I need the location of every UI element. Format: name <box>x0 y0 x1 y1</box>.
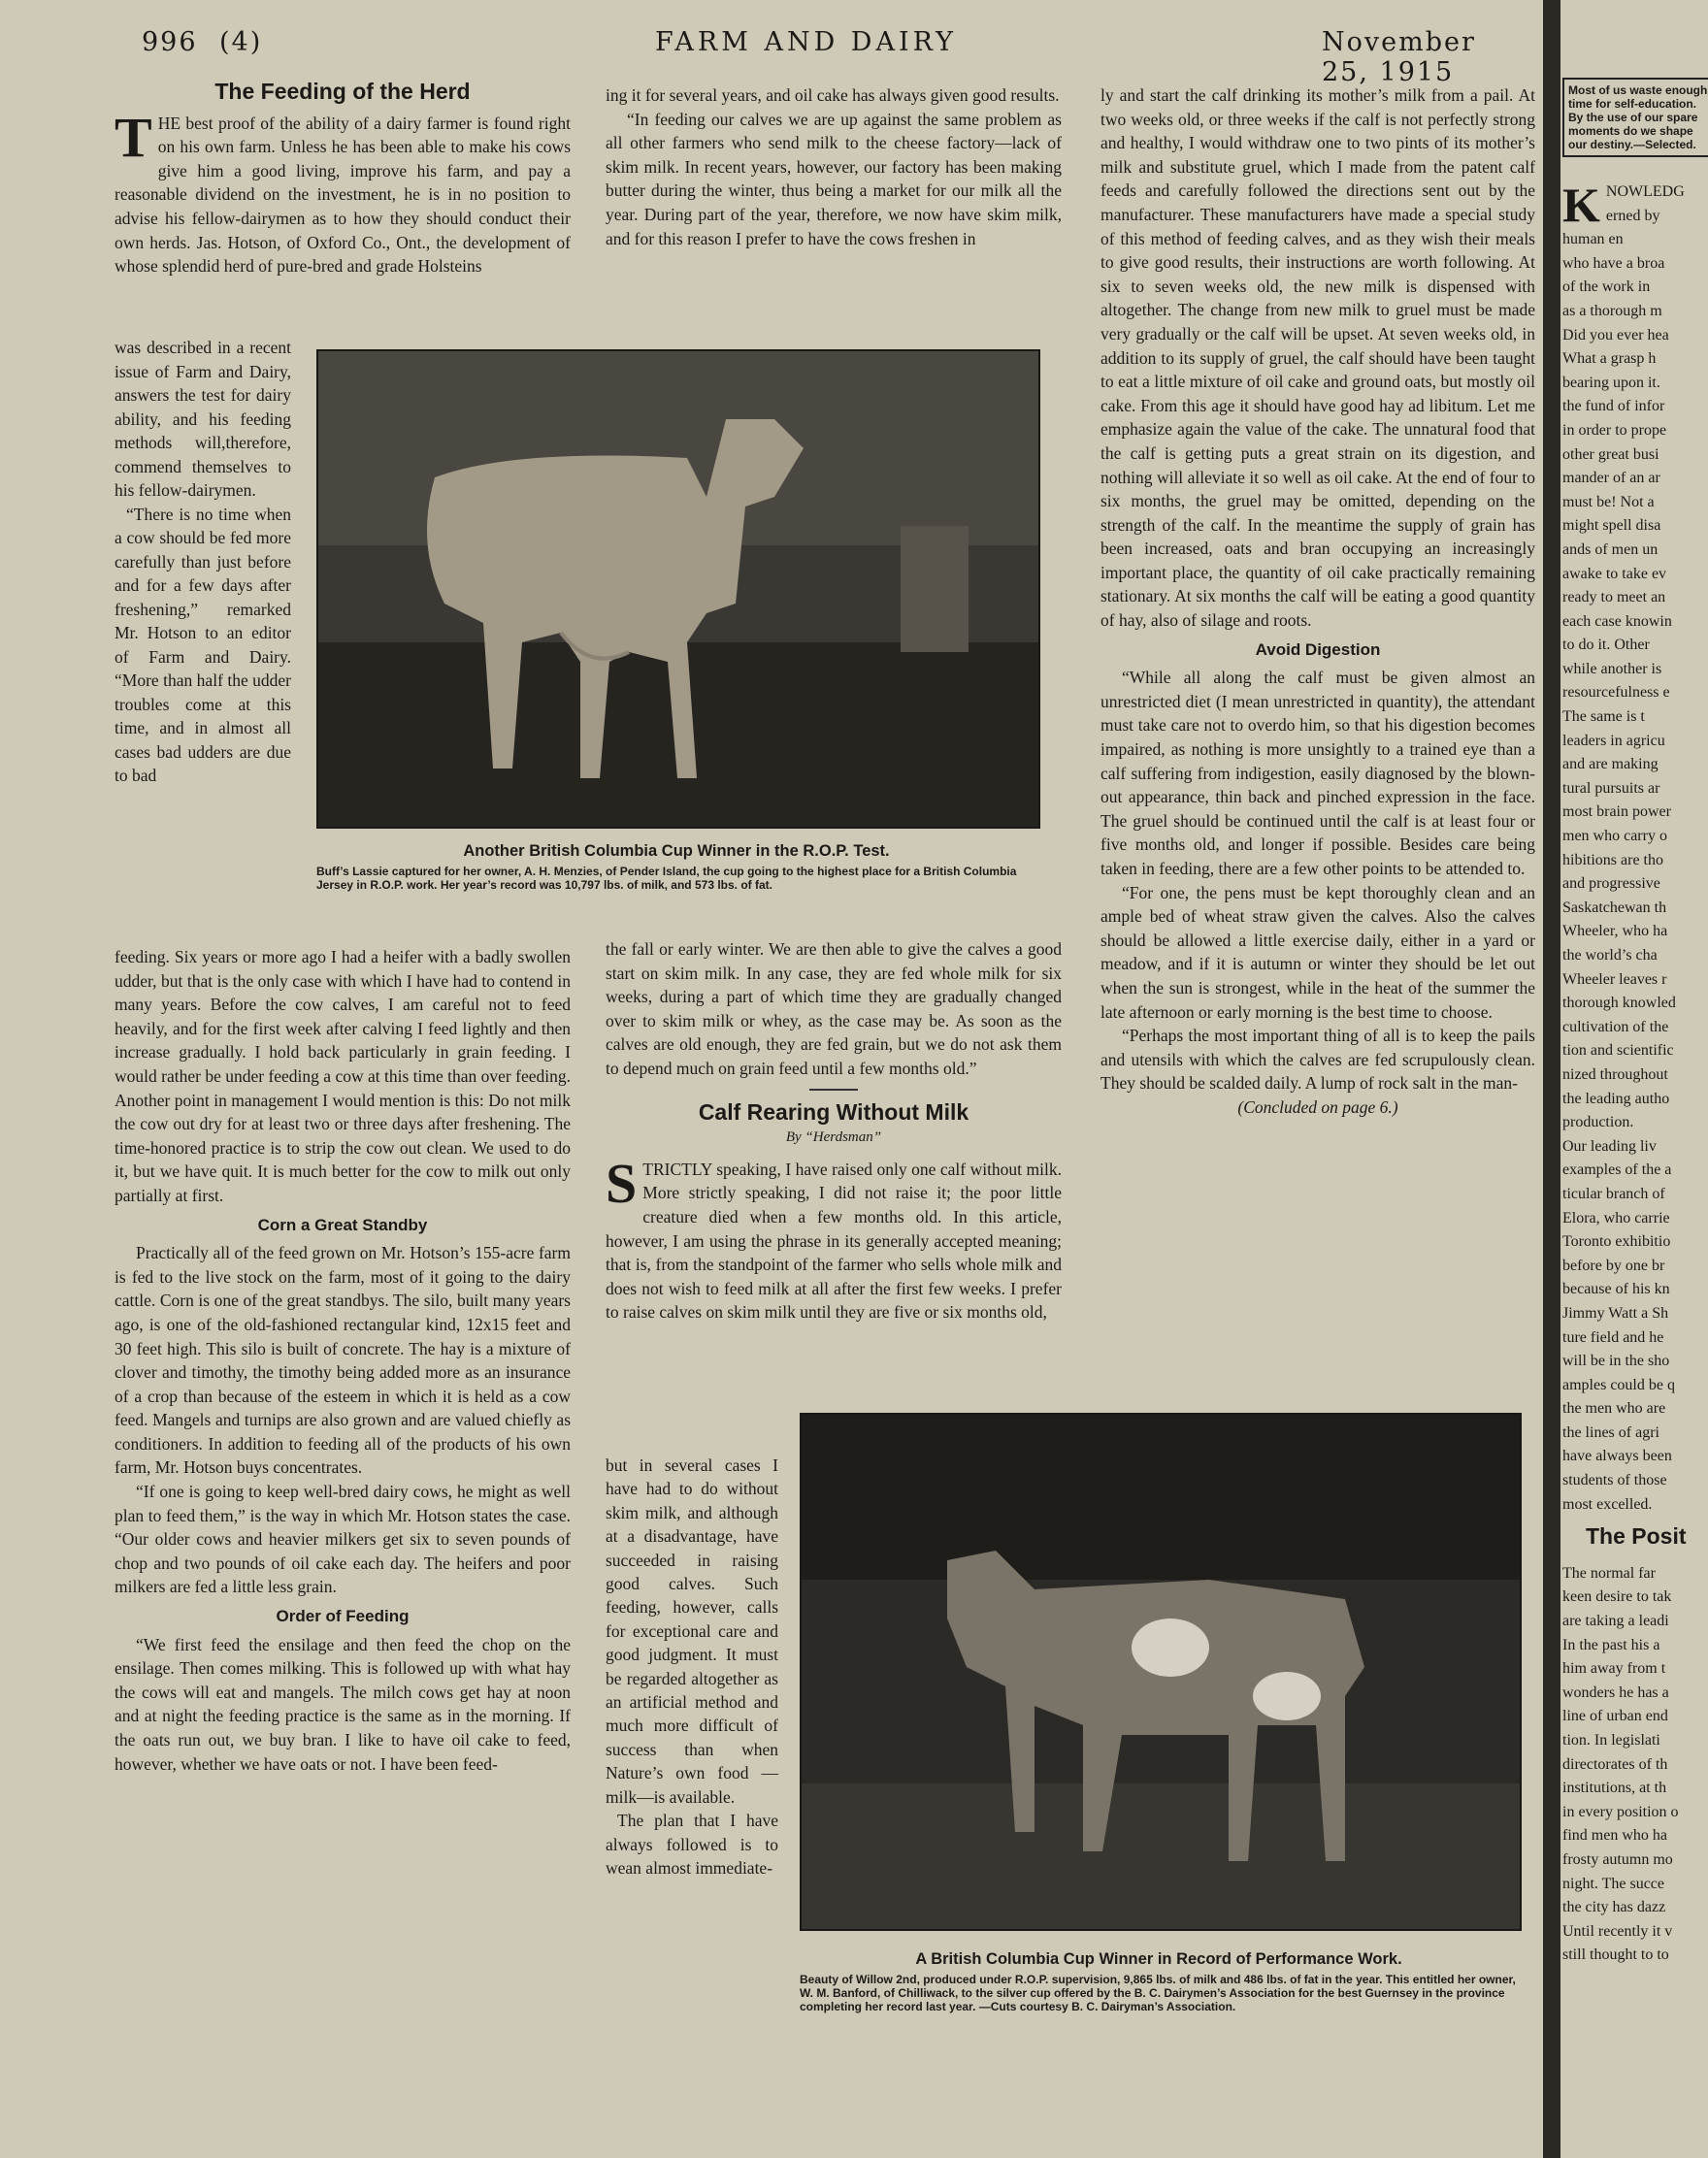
paragraph: “Perhaps the most important thing of all is to keep the pails and utensils with which the calves are fed scrupulously clean. They should be scalded daily. A lump of rock salt in the man- <box>1100 1026 1535 1094</box>
strip-line: before by one br <box>1562 1257 1665 1274</box>
strip-line: ture field and he <box>1562 1328 1664 1346</box>
quote-box: Most of us waste enough time for self-education. By the use of our spare moments do we shape our destiny.—Selected. <box>1562 78 1708 157</box>
strip-line: examples of the a <box>1562 1161 1672 1179</box>
strip-line: human en <box>1562 231 1624 248</box>
strip-line: bearing upon it. <box>1562 374 1660 391</box>
strip-text <box>1562 180 1708 1517</box>
strip-line: as a thorough m <box>1562 302 1662 319</box>
strip-line: find men who ha <box>1562 1827 1667 1845</box>
drop-cap: K <box>1562 178 1600 232</box>
column-2-top <box>606 83 1062 250</box>
strip-line: the city has dazz <box>1562 1899 1666 1916</box>
page-header <box>136 21 1514 87</box>
strip-line: men who carry o <box>1562 828 1667 845</box>
strip-line: The normal far <box>1562 1564 1656 1582</box>
strip-line: the fund of infor <box>1562 398 1665 415</box>
masthead: FARM AND DAIRY <box>655 27 957 57</box>
strip-line: because of his kn <box>1562 1281 1670 1298</box>
paragraph: feeding. Six years or more ago I had a heifer with a badly swollen udder, but that is the only case with which I have had to contend in many years. Before the cow calves, I am careful not to feed heavily, and for the first week after calving I feed lightly and then increase gradually. I hold back particularly in grain feeding. I would rather be under feeding a cow at this time than over feeding. Another point in management I would mention is this: Do not milk the cow out dry for at least two or three days after freshening. The time-honored practice is to strip the cow out clean. We used to do it, but we have quit. It is much better for the cow to milk out only partially at first. <box>115 947 571 1205</box>
strip-line: the world’s cha <box>1562 947 1658 964</box>
intro-text: HE best proof of the ability of a dairy farmer is found right on his own farm. Unless he has been able to make his cows give him a good living, improve his farm, and pay a reasonable dividend on the investment, he is in no position to advise his fellow-dairymen as to how they should conduct their own herds. Jas. Hotson, of Oxford Co., Ont., the development of whose splendid herd of pure-bred and grade Holsteins <box>115 113 571 277</box>
divider <box>809 1089 858 1091</box>
issue-date: November 25, 1915 <box>1322 27 1476 87</box>
strip-line: Wheeler leaves r <box>1562 970 1667 988</box>
paragraph: “For one, the pens must be kept thoroughly clean and an ample bed of wheat straw given the calves. Also the calves should be allowed a little exercise daily, either in a yard or meadow, and if it is autumn or winter they should be let out when the sun is strongest, while in the heat of the summer the late afternoon or early morning is the best time to choose. <box>1100 882 1535 1022</box>
photo1-caption-body: Buff’s Lassie captured for her owner, A. H. Menzies, of Pender Island, the cup going to the highest place for a British Columbia Jersey in R.O.P. work. Her year’s record was 10,797 lbs. of milk, and 573 lbs. of fat. <box>316 865 1017 892</box>
strip-line: directorates of th <box>1562 1755 1668 1773</box>
strip-line: ready to meet an <box>1562 589 1666 606</box>
strip-line: the men who are <box>1562 1400 1666 1418</box>
strip-line: most brain power <box>1562 803 1671 821</box>
strip-line: night. The succe <box>1562 1875 1665 1892</box>
byline: By “Herdsman” <box>785 1129 882 1146</box>
strip-line: in every position o <box>1562 1803 1679 1820</box>
strip-line: NOWLEDG <box>1605 183 1685 200</box>
photo1-caption <box>316 842 1036 892</box>
strip-line: tion. In legislati <box>1562 1732 1660 1749</box>
strip-line: frosty autumn mo <box>1562 1850 1673 1868</box>
strip-line: Did you ever hea <box>1562 326 1669 343</box>
drop-cap: S <box>606 1151 638 1215</box>
paragraph: The plan that I have always followed is to wean almost immediate- <box>606 1811 778 1878</box>
strip-line: line of urban end <box>1562 1708 1668 1725</box>
strip-line: of the work in <box>1562 278 1651 296</box>
page-number: 996 <box>142 27 198 57</box>
continued-note: (Concluded on page 6.) <box>1237 1096 1398 1117</box>
column-2-middle <box>606 937 1062 1324</box>
strip-heading: The Posit <box>1586 1523 1687 1550</box>
paragraph: the fall or early winter. We are then able to give the calves a good start on skim milk. In any case, they are fed whole milk for six weeks, during a part of which time they are gradually changed over to skim milk or whey, as the case may be. As soon as the calves are old enough, they are fed grain, but we do not ask them to depend much on grain feed until a few months old.” <box>606 939 1062 1078</box>
strip-line: tion and scientific <box>1562 1042 1674 1060</box>
article2-title: Calf Rearing Without Milk <box>698 1098 969 1125</box>
narrow-column-text-2 <box>606 1454 778 1880</box>
strip-line: hibitions are tho <box>1562 851 1663 868</box>
strip-line: in order to prope <box>1562 421 1667 439</box>
subheading: Order of Feeding <box>276 1607 410 1626</box>
photo2-caption <box>800 1950 1518 2013</box>
strip-line: Jimmy Watt a Sh <box>1562 1304 1669 1322</box>
subheading: Avoid Digestion <box>1255 639 1381 659</box>
strip-line: the leading autho <box>1562 1090 1670 1107</box>
narrow-column-text <box>115 336 291 788</box>
paragraph: ing it for several years, and oil cake has always given good results. <box>606 85 1060 105</box>
strip-line: Toronto exhibitio <box>1562 1233 1671 1251</box>
paragraph: “We first feed the ensilage and then feed the chop on the ensilage. Then comes milking. This is followed up with what hay the cows will eat and mangels. The milch cows get hay at noon and at night the feeding practice is the same as in the morning. If the oats run out, we buy bran. I like to have oil cake to feed, however, whether we have oats or not. I have been feed- <box>115 1634 571 1774</box>
strip-line: are taking a leadi <box>1562 1613 1669 1630</box>
strip-line: Until recently it v <box>1562 1922 1673 1940</box>
column-3 <box>1100 83 1535 1120</box>
strip-line: resourcefulness e <box>1562 684 1670 702</box>
article-feeding-herd <box>115 80 571 278</box>
strip-line: nized throughout <box>1562 1065 1668 1083</box>
strip-line: who have a broa <box>1562 254 1665 272</box>
strip-line: ands of men un <box>1562 540 1659 558</box>
strip-line: might spell disa <box>1562 517 1661 535</box>
strip-line: must be! Not a <box>1562 493 1655 510</box>
article-title: The Feeding of the Herd <box>214 79 471 104</box>
strip-line: The same is t <box>1562 708 1645 726</box>
strip-text-2 <box>1562 1562 1708 1968</box>
strip-line: still thought to to <box>1562 1946 1669 1964</box>
strip-line: and are making <box>1562 756 1659 773</box>
photo-guernsey-cow <box>800 1413 1522 1931</box>
strip-line: other great busi <box>1562 445 1659 463</box>
strip-line: him away from t <box>1562 1660 1666 1678</box>
strip-line: production. <box>1562 1114 1634 1131</box>
paragraph: “In feeding our calves we are up against the same problem as all other farmers who send milk to the cheese factory—lack of skim milk. In recent years, however, our factory has been making butter during the winter, thus being a market for our milk all the year. During part of the year, therefore, we now have skim milk, and for this reason I prefer to have the cows freshen in <box>606 109 1062 248</box>
strip-line: Our leading liv <box>1562 1137 1657 1155</box>
photo-jersey-cow <box>316 349 1040 829</box>
strip-line: most excelled. <box>1562 1495 1653 1513</box>
adjacent-page-strip <box>1562 78 1708 2135</box>
strip-line: to do it. Other <box>1562 637 1650 654</box>
strip-line: leaders in agricu <box>1562 732 1665 749</box>
strip-line: wonders he has a <box>1562 1684 1669 1701</box>
strip-line: Wheeler, who ha <box>1562 923 1668 940</box>
strip-line: ticular branch of <box>1562 1185 1665 1202</box>
strip-line: tural pursuits ar <box>1562 779 1660 797</box>
strip-line: keen desire to tak <box>1562 1588 1672 1606</box>
strip-line: amples could be q <box>1562 1376 1675 1393</box>
strip-line: erned by <box>1605 207 1660 224</box>
article2-intro <box>606 1151 1062 1324</box>
paragraph: was described in a recent issue of Farm and Dairy, answers the test for dairy ability, and his feeding methods will,therefore, commend themselves to his fellow-dairymen. <box>115 338 291 500</box>
paragraph: “If one is going to keep well-bred dairy cows, he might as well plan to feed them,” is the way in which Mr. Hotson states the case. “Our older cows and heavier milkers get six to seven pounds of chop and two pounds of oil cake each day. The heifers and poor milkers are fed a little less grain. <box>115 1482 571 1597</box>
paragraph: “There is no time when a cow should be fed more carefully than just before and for a few days after freshening,” remarked Mr. Hotson to an editor of Farm and Dairy. “More than half the udder troubles come at this time, and in almost all cases bad udders are due to bad <box>115 504 291 785</box>
strip-line: In the past his a <box>1562 1636 1660 1653</box>
cow-photo-image-2 <box>802 1415 1520 1929</box>
strip-line: cultivation of the <box>1562 1018 1669 1035</box>
paragraph: Practically all of the feed grown on Mr. Hotson’s 155-acre farm is fed to the live stock on the farm, most of it going to the dairy cattle. Corn is one of the great standbys. The silo, built many years ago, is one of the old-fashioned rectangular kind, 12x15 feet and 30 feet high. This silo is built of concrete. The hay is a mixture of clover and timothy, the timothy being added more as an insurance of a crop than because of the esteem in which it is held as a cow feed. Mangels and turnips are also grown and are valued chiefly as conditioners. In addition to feeding all of the products of his own farm, Mr. Hotson buys concentrates. <box>115 1243 571 1478</box>
strip-line: and progressive <box>1562 875 1660 893</box>
strip-line: What a grasp h <box>1562 350 1657 368</box>
strip-line: thorough knowled <box>1562 995 1676 1012</box>
strip-line: will be in the sho <box>1562 1353 1670 1370</box>
article-feeding-herd-continued <box>115 945 571 1776</box>
strip-line: the lines of agri <box>1562 1423 1659 1441</box>
strip-line: have always been <box>1562 1448 1672 1465</box>
strip-line: institutions, at th <box>1562 1780 1667 1797</box>
strip-line: Saskatchewan th <box>1562 899 1667 916</box>
strip-line: mander of an ar <box>1562 470 1660 487</box>
photo2-caption-title: A British Columbia Cup Winner in Record of Performance Work. <box>915 1950 1402 1968</box>
paragraph: ly and start the calf drinking its mother’s milk from a pail. At two weeks old, or three weeks if the calf is not perfectly strong and healthy, I would withdraw one to two pints of its mother’s milk and substitute gruel, which I made from the patent calf feeds and carefully followed the directions sent out by the manufacturer. These manufacturers have made a special study of this method of feeding calves, and as they wish their meals to give good results, their instructions are worth following. At six to seven weeks old, the new milk is dispensed with altogether. The change from new milk to gruel must be made very gradually or the calf will be upset. At seven weeks old, in addition to its supply of gruel, the calf should have been taught to eat a little mixture of oil cake and ground oats, but mostly oil cake. From this age it should have good hay ad libitum. Let me emphasize again the value of the cake. The unnatural food that the calf is getting puts a great strain on its digestion, and nothing will alleviate it so well as oil cake. At the end of four to six months, the gruel may be omitted, depending on the strength of the calf. In the meantime the supply of grain has been increased, oats and bran occupying an increasingly important place, the quantity of oil cake practically remaining stationary. At six months the calf will be eating a good quantity of hay, also of silage and roots. <box>1100 85 1535 631</box>
page-gutter <box>1543 0 1560 2158</box>
intro-text: TRICTLY speaking, I have raised only one calf without milk. More strictly speaking, I did not raise it; the poor little creature died when a few months old. In this article, however, I am using the phrase in its generally accepted meaning; that is, from the standpoint of the farmer who sells whole milk and does not wish to feed milk at all after the first few weeks. I prefer to raise calves on skim milk until they are five or six months old, <box>606 1159 1062 1323</box>
photo1-caption-title: Another British Columbia Cup Winner in the R.O.P. Test. <box>463 842 890 860</box>
section-number: (4) <box>219 27 263 57</box>
paragraph: but in several cases I have had to do without skim milk, and although at a disadvantage, have succeeded in raising good calves. Such feeding, however, calls for exceptional care and good judgment. It must be regarded altogether as an artificial method and much more difficult of success than when Nature’s own food —milk—is available. <box>606 1455 778 1807</box>
drop-cap: T <box>115 105 152 169</box>
strip-line: awake to take ev <box>1562 565 1667 582</box>
article-intro <box>115 105 571 278</box>
strip-line: Elora, who carrie <box>1562 1209 1670 1226</box>
strip-line: while another is <box>1562 660 1662 677</box>
cow-photo-image <box>318 351 1038 827</box>
strip-line: students of those <box>1562 1472 1667 1489</box>
photo2-caption-body: Beauty of Willow 2nd, produced under R.O.P. supervision, 9,865 lbs. of milk and 486 lbs. of fat in the year. This entitled her owner, W. M. Banford, of Chilliwack, to the silver cup offered by the B. C. Dairymen’s Association for the best Guernsey in the province completing her record last year. —Cuts courtesy B. C. Dairyman’s Association. <box>800 1973 1516 2013</box>
strip-line: each case knowin <box>1562 612 1672 630</box>
paragraph: “While all along the calf must be given almost an unrestricted diet (I mean unrestricted in quantity), the attendant must take care not to overdo him, so that his digestion becomes impaired, as nothing is more unsightly to a trained eye than a calf suffering from indigestion, easily diagnosed by the blown-out appearance, thin back and pinched expression in the face. The gruel should be continued until the calf is at least four or five months old, and longer if possible. Besides care being taken in feeding, there are a few other points to be attended to. <box>1100 668 1535 878</box>
subheading: Corn a Great Standby <box>257 1215 428 1234</box>
